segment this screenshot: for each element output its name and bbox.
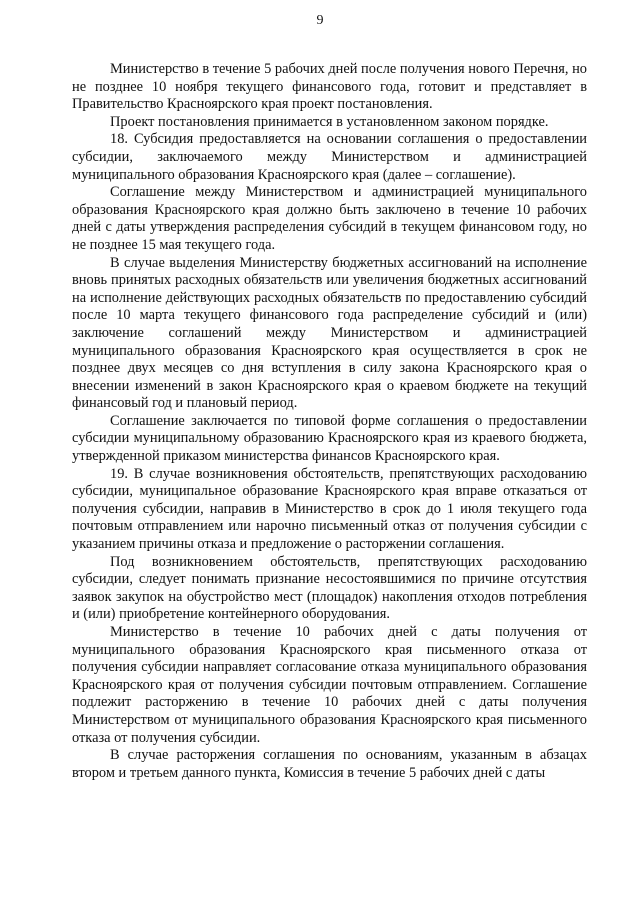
document-body <box>72 61 587 782</box>
page-number: 9 <box>316 13 324 28</box>
paragraph-resolution-adoption: Проект постановления принимается в установленном законом порядке. <box>110 113 549 130</box>
paragraph-item-18-agreement: 18. Субсидия предоставляется на основании соглашения о предоставлении субсидии, заключаемого между Министерством и администрацией муниципального образования Красноярского края (далее – соглашение). <box>72 131 587 183</box>
paragraph-item-19-refusal: 19. В случае возникновения обстоятельств, препятствующих расходованию субсидии, муниципальное образование Красноярского края вправе отказаться от получения субсидии, направив в Министерство в срок до 1 июля текущего года почтовым отправлением или нарочно письменный отказ от получения субсидии с указанием причины отказа и предложение о расторжении соглашения. <box>72 465 587 553</box>
paragraph-ministry-list-deadline: Министерство в течение 5 рабочих дней после получения нового Перечня, но не позднее 10 ноября текущего финансового года, готовит и представляет в Правительство Красноярского края проект постановления. <box>72 61 587 113</box>
paragraph-budget-allocation: В случае выделения Министерству бюджетных ассигнований на исполнение вновь принятых расходных обязательств или увеличения бюджетных ассигнований на исполнение действующих расходных обязательств по предоставлению субсидий после 10 марта текущего финансового года распределение субсидий и (или) заключение соглашений между Министерством и администрацией муниципального образования Красноярского края осуществляется в срок не позднее двух месяцев со дня вступления в силу закона Красноярского края о внесении изменений в закон Красноярского края о краевом бюджете на текущий финансовый год и плановый период. <box>72 254 587 412</box>
paragraph-circumstances-definition: Под возникновением обстоятельств, препятствующих расходованию субсидии, следует понимать признание несостоявшимися по причине отсутствия заявок закупок на обустройство мест (площадок) накопления отходов потребления и (или) приобретение контейнерного оборудования. <box>72 553 587 623</box>
paragraph-standard-form: Соглашение заключается по типовой форме соглашения о предоставлении субсидии муниципальному образованию Красноярского края из краевого бюджета, утвержденной приказом министерства финансов Красноярского края. <box>72 412 587 465</box>
paragraph-agreement-deadline: Соглашение между Министерством и администрацией муниципального образования Красноярского края должно быть заключено в течение 10 рабочих дней с даты утверждения распределения субсидий в текущем финансовом году, но не позднее 15 мая текущего года. <box>72 184 587 253</box>
paragraph-ministry-approval: Министерство в течение 10 рабочих дней с даты получения от муниципального образования Красноярского края письменного отказа от получения субсидии направляет согласование отказа муниципального образования Красноярского края от получения субсидии почтовым отправлением. Соглашение подлежит расторжению в течение 10 рабочих дней с даты получения Министерством от муниципального образования Красноярского края письменного отказа от получения субсидии. <box>72 624 587 746</box>
paragraph-termination-commission: В случае расторжения соглашения по основаниям, указанным в абзацах втором и третьем данного пункта, Комиссия в течение 5 рабочих дней с даты <box>72 747 587 781</box>
